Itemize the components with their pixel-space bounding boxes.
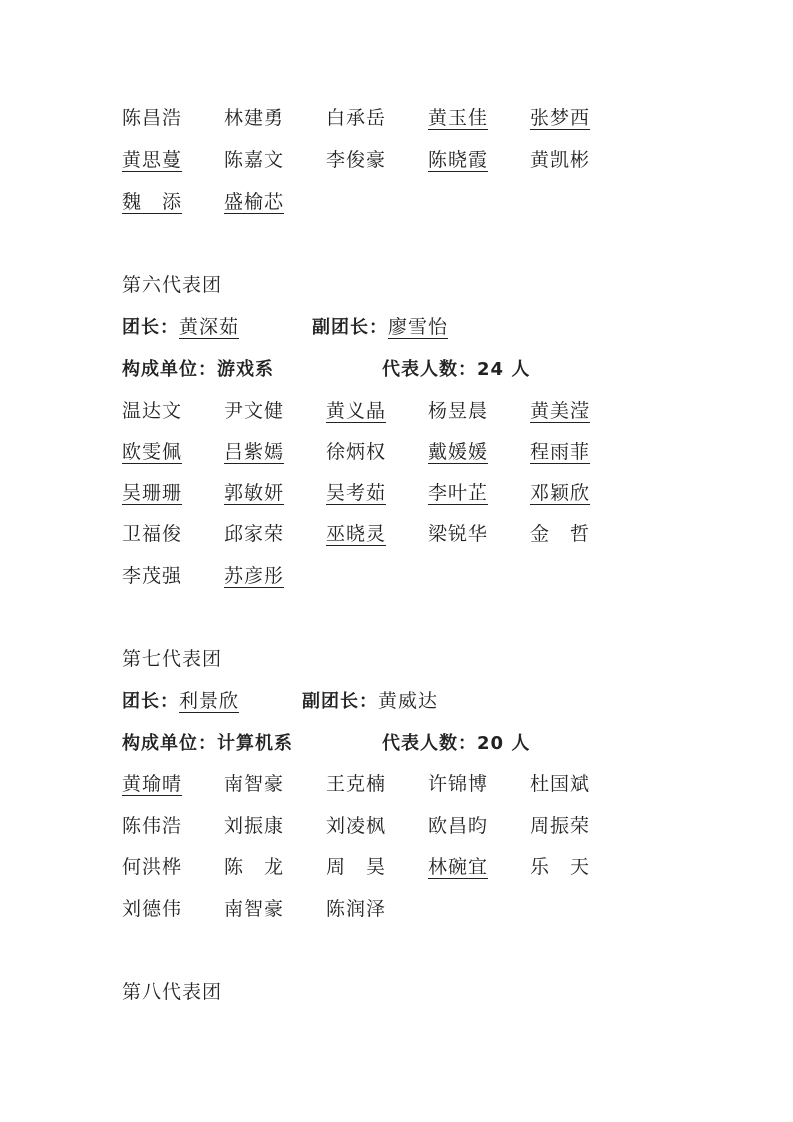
count-value: 24 人	[477, 359, 531, 380]
member-name: 林碗宜	[428, 856, 489, 878]
vice-leader-name: 黄威达	[378, 690, 439, 712]
unit-label: 构成单位：	[122, 359, 217, 380]
leader-label: 团长：	[122, 691, 179, 712]
member-name: 郭敏妍	[224, 482, 285, 504]
leader-label: 团长：	[122, 317, 179, 338]
member-name: 李叶芷	[428, 482, 489, 504]
vice-leader-group	[312, 312, 448, 343]
count-group	[382, 728, 530, 759]
member-name: 许锦博	[428, 773, 489, 795]
leader-line	[122, 312, 449, 343]
member-name: 黄美滢	[530, 400, 591, 422]
member-name: 邓颖欣	[530, 482, 591, 504]
leader-name: 黄深茹	[179, 316, 240, 338]
member-name: 乐 天	[530, 856, 591, 878]
unit-value: 游戏系	[217, 359, 274, 380]
member-name: 黄凯彬	[530, 149, 591, 171]
member-name: 金 哲	[530, 523, 591, 545]
member-name: 吴考茹	[326, 482, 387, 504]
unit-line	[122, 354, 622, 385]
member-name: 戴媛媛	[428, 441, 489, 463]
member-name: 李茂强	[122, 565, 183, 587]
unit-label: 构成单位：	[122, 733, 217, 754]
leader-line	[122, 686, 439, 717]
member-name: 吴珊珊	[122, 482, 183, 504]
vice-leader-label: 副团长：	[302, 691, 378, 712]
member-name: 林建勇	[224, 107, 285, 129]
unit-value: 计算机系	[217, 733, 293, 754]
member-name: 盛榆芯	[224, 191, 285, 213]
member-name: 杜国斌	[530, 773, 591, 795]
count-label: 代表人数：	[382, 359, 477, 380]
member-name: 刘振康	[224, 815, 285, 837]
member-name: 南智豪	[224, 773, 285, 795]
member-name: 陈 龙	[224, 856, 285, 878]
member-name: 梁锐华	[428, 523, 489, 545]
member-name: 吕紫嫣	[224, 441, 285, 463]
member-name: 陈伟浩	[122, 815, 183, 837]
member-name: 周振荣	[530, 815, 591, 837]
member-name: 刘德伟	[122, 898, 183, 920]
leader-name: 利景欣	[179, 690, 240, 712]
member-name: 黄玉佳	[428, 107, 489, 129]
member-name: 何洪桦	[122, 856, 183, 878]
member-name: 李俊豪	[326, 149, 387, 171]
member-name: 苏彦彤	[224, 565, 285, 587]
count-value: 20 人	[477, 733, 531, 754]
member-name: 卫福俊	[122, 523, 183, 545]
count-label: 代表人数：	[382, 733, 477, 754]
member-name: 尹文健	[224, 400, 285, 422]
member-name: 白承岳	[326, 107, 387, 129]
member-name: 张梦西	[530, 107, 591, 129]
member-name: 黄思蔓	[122, 149, 183, 171]
vice-leader-name: 廖雪怡	[388, 316, 449, 338]
vice-leader-group	[302, 686, 438, 717]
member-name: 邱家荣	[224, 523, 285, 545]
member-name: 程雨菲	[530, 441, 591, 463]
delegation-title: 第七代表团	[122, 648, 223, 670]
member-name: 杨昱晨	[428, 400, 489, 422]
member-name: 魏 添	[122, 191, 183, 213]
count-group	[382, 354, 530, 385]
member-name: 黄瑜晴	[122, 773, 183, 795]
member-name: 欧昌昀	[428, 815, 489, 837]
member-name: 陈润泽	[326, 898, 387, 920]
member-name: 温达文	[122, 400, 183, 422]
member-name: 陈嘉文	[224, 149, 285, 171]
member-name: 巫晓灵	[326, 523, 387, 545]
unit-line	[122, 728, 622, 759]
member-name: 南智豪	[224, 898, 285, 920]
delegation-title: 第八代表团	[122, 981, 223, 1003]
vice-leader-label: 副团长：	[312, 317, 388, 338]
member-name: 刘凌枫	[326, 815, 387, 837]
member-name: 陈昌浩	[122, 107, 183, 129]
member-name: 徐炳权	[326, 441, 387, 463]
delegation-title: 第六代表团	[122, 274, 223, 296]
member-name: 王克楠	[326, 773, 387, 795]
member-name: 陈晓霞	[428, 149, 489, 171]
member-name: 黄义晶	[326, 400, 387, 422]
member-name: 周 昊	[326, 856, 387, 878]
member-name: 欧雯佩	[122, 441, 183, 463]
